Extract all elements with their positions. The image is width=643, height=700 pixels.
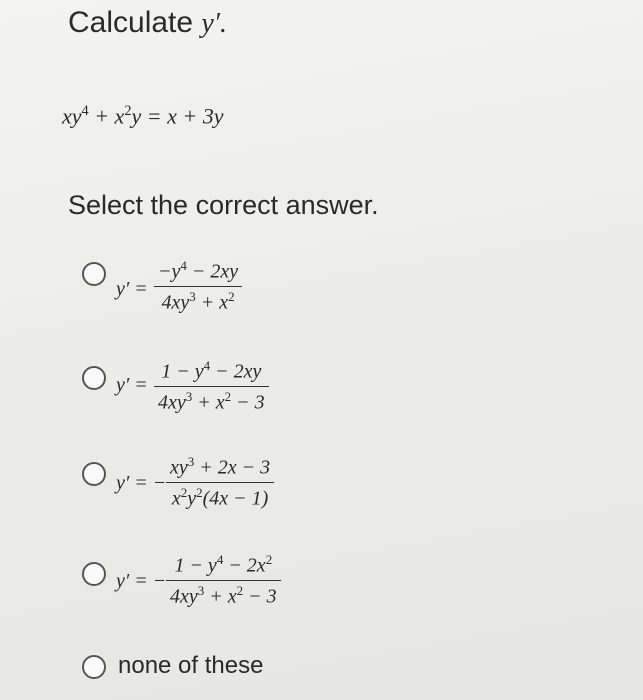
option-3-denominator-term-b: y (187, 487, 197, 510)
option-1-numerator-term-b: − 2xy (186, 260, 239, 283)
option-3-denominator-exponent-a: 2 (180, 485, 188, 501)
title-variable: y′. (201, 8, 227, 39)
option-4-denominator (166, 581, 281, 609)
option-3-denominator-term-a: x (171, 487, 181, 510)
option-1-numerator (154, 258, 242, 286)
answer-option-2[interactable] (82, 358, 312, 426)
answer-option-4[interactable] (82, 552, 322, 620)
option-1-denominator-exponent-a: 3 (189, 289, 196, 305)
equation-exponent-1: 4 (81, 103, 89, 119)
option-3-numerator-term-b: + 2x − 3 (194, 456, 271, 479)
option-2-numerator-term-a: 1 − y (161, 360, 204, 383)
radio-button-option-2[interactable] (82, 366, 106, 390)
equation-term-3: y = x + 3y (131, 103, 224, 129)
option-1-denominator-term-a: 4xy (161, 291, 190, 314)
option-4-numerator-exponent-a: 4 (216, 552, 224, 567)
option-4-numerator-exponent-b: 2 (265, 552, 273, 567)
option-4-denominator-term-b: + x (204, 585, 237, 608)
option-2-denominator-exponent-b: 2 (224, 389, 232, 405)
option-2-lhs: y′ = (116, 374, 148, 396)
option-2-numerator (157, 358, 265, 386)
option-3-numerator-exponent-a: 3 (187, 454, 195, 469)
answer-option-1[interactable] (82, 258, 312, 322)
radio-button-option-none[interactable] (82, 655, 106, 679)
option-2-denominator-term-a: 4xy (158, 391, 186, 414)
option-4-denominator-term-c: − 3 (243, 585, 277, 608)
answer-option-none[interactable] (82, 650, 302, 684)
question-title (68, 6, 227, 40)
title-text: Calculate (68, 6, 194, 39)
answer-option-3[interactable] (82, 454, 322, 522)
radio-button-option-4[interactable] (82, 562, 106, 586)
option-3-lhs: y′ = − (116, 472, 167, 494)
option-3-denominator-term-c: (4x − 1) (202, 487, 269, 510)
option-2-fraction (154, 358, 269, 415)
option-1-lhs: y′ = (116, 278, 148, 300)
option-1-denominator-exponent-b: 2 (228, 289, 235, 305)
option-1-numerator-exponent-a: 4 (180, 258, 187, 273)
option-4-fraction (166, 552, 281, 609)
option-3-fraction (166, 454, 274, 511)
option-4-denominator-term-a: 4xy (170, 585, 198, 608)
option-3-denominator (168, 483, 272, 511)
none-of-these-label: none of these (118, 652, 264, 679)
option-4-denominator-exponent-a: 3 (197, 583, 205, 599)
option-3-numerator (166, 454, 274, 482)
given-equation (62, 103, 223, 129)
option-1-denominator-term-b: + x (195, 291, 229, 314)
instruction-text: Select the correct answer. (68, 190, 379, 220)
equation-term-1: xy (62, 103, 82, 129)
option-4-numerator (170, 552, 276, 580)
option-1-numerator-term-a: −y (158, 260, 181, 283)
radio-button-option-3[interactable] (82, 462, 106, 486)
option-2-numerator-exponent-a: 4 (203, 358, 211, 373)
option-4-numerator-term-b: − 2x (223, 554, 266, 577)
option-1-denominator (157, 287, 238, 315)
option-2-denominator-term-c: − 3 (231, 391, 265, 414)
option-1-fraction (154, 258, 242, 315)
option-4-lhs: y′ = − (116, 570, 167, 592)
option-2-denominator-exponent-a: 3 (185, 389, 193, 405)
option-4-numerator-term-a: 1 − y (174, 554, 217, 577)
option-2-numerator-term-b: − 2xy (210, 360, 262, 383)
option-2-denominator (154, 387, 269, 415)
option-3-numerator-term-a: xy (170, 456, 188, 479)
equation-exponent-2: 2 (124, 103, 132, 119)
option-2-denominator-term-b: + x (192, 391, 225, 414)
radio-button-option-1[interactable] (82, 262, 106, 286)
option-3-denominator-exponent-b: 2 (196, 485, 203, 501)
option-4-denominator-exponent-b: 2 (236, 583, 244, 599)
equation-term-2: + x (88, 103, 125, 129)
